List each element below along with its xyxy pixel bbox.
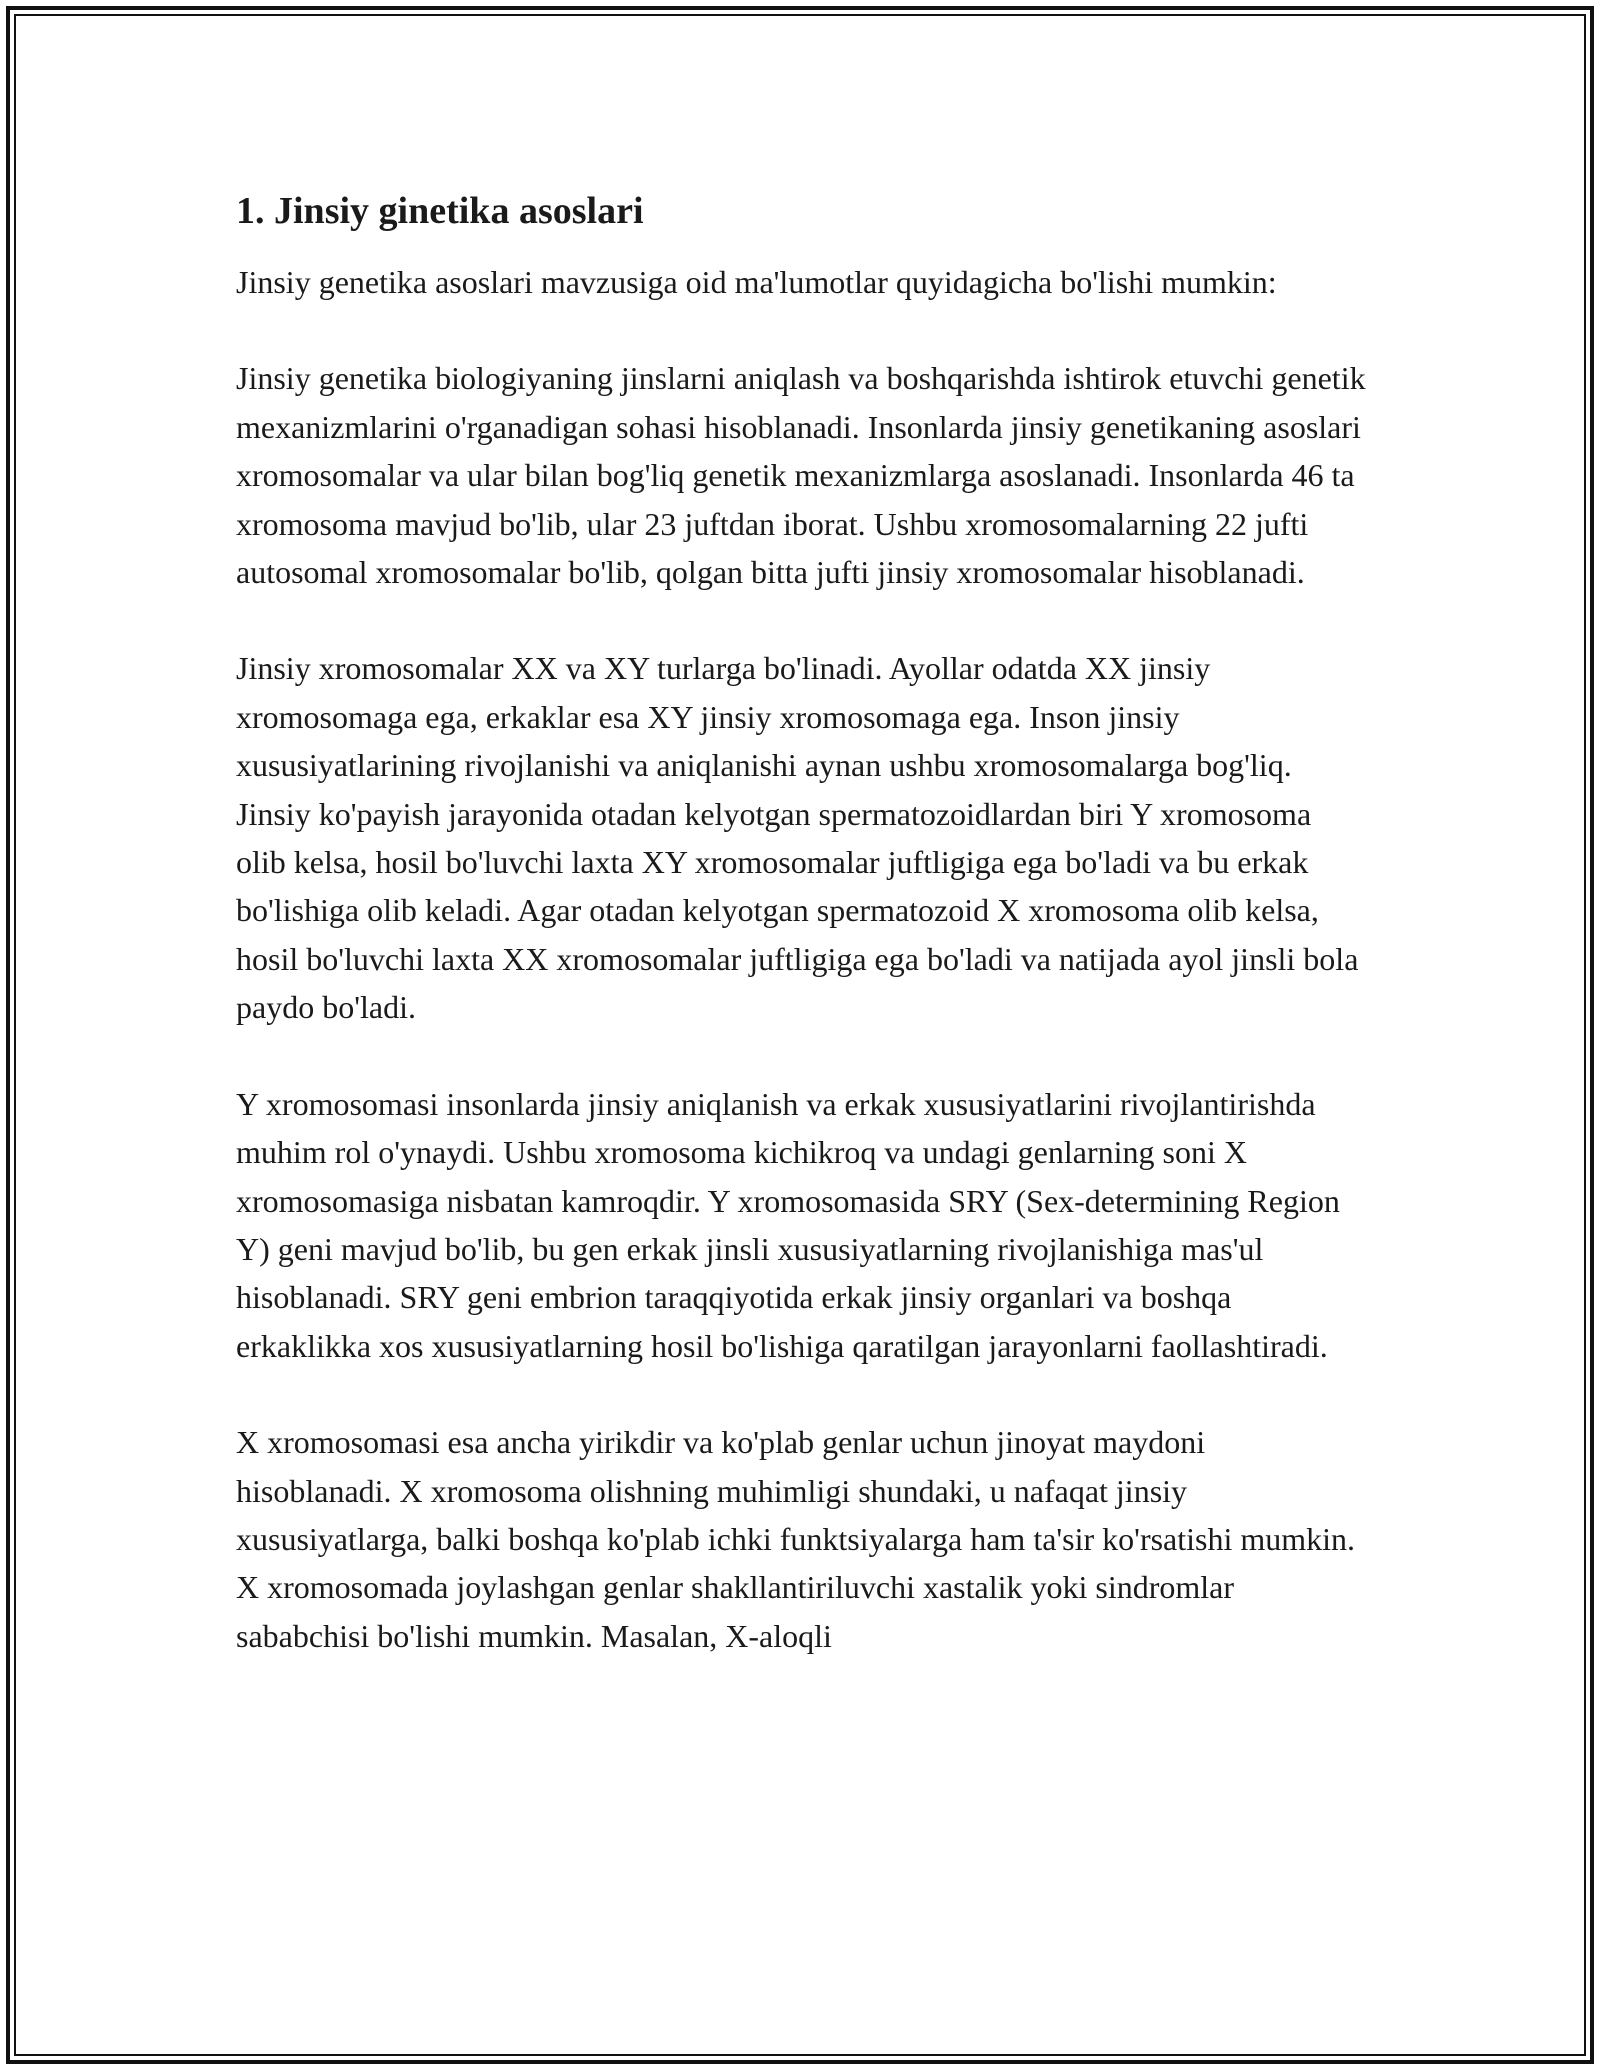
- paragraph-intro: Jinsiy genetika asoslari mavzusiga oid ma'lumotlar quyidagicha bo'lishi mumkin:: [236, 264, 1277, 300]
- section-heading: 1. Jinsiy ginetika asoslari: [236, 190, 644, 232]
- paragraph-sex-chromosomes: Jinsiy xromosomalar XX va XY turlarga bo'linadi. Ayollar odatda XX jinsiy xromosomaga ega, erkaklar esa XY jinsiy xromosomaga ega. Inson jinsiy xususiyatlarining rivojlanishi va aniqlanishi aynan ushbu xromosomalarga bog'liq. Jinsiy ko'payish jarayonida otadan kelyotgan spermatozoidlardan biri Y xromosoma olib kelsa, hosil bo'luvchi laxta XY xromosomalar juftligiga ega bo'ladi va bu erkak bo'lishiga olib keladi. Agar otadan kelyotgan spermatozoid X xromosoma olib kelsa, hosil bo'luvchi laxta XX xromosomalar juftligiga ega bo'ladi va natijada ayol jinsli bola paydo bo'ladi.: [236, 650, 1359, 1026]
- paragraph-x-chromosome: X xromosomasi esa ancha yirikdir va ko'plab genlar uchun jinoyat maydoni hisoblanadi. X xromosoma olishning muhimligi shundaki, u nafaqat jinsiy xususiyatlarga, balki boshqa ko'plab ichki funktsiyalarga ham ta'sir ko'rsatishi mumkin. X xromosomada joylashgan genlar shakllantiriluvchi xastalik yoki sindromlar sababchisi bo'lishi mumkin. Masalan, X-aloqli: [236, 1424, 1356, 1654]
- paragraph-chromosomes: Jinsiy genetika biologiyaning jinslarni aniqlash va boshqarishda ishtirok etuvchi genetik mexanizmlarini o'rganadigan sohasi hisoblanadi. Insonlarda jinsiy genetikaning asoslari xromosomalar va ular bilan bog'liq genetik mexanizmlarga asoslanadi. Insonlarda 46 ta xromosoma mavjud bo'lib, ular 23 juftdan iborat. Ushbu xromosomalarning 22 jufti autosomal xromosomalar bo'lib, qolgan bitta jufti jinsiy xromosomalar hisoblanadi.: [236, 360, 1366, 591]
- paragraph-y-chromosome: Y xromosomasi insonlarda jinsiy aniqlanish va erkak xususiyatlarini rivojlantirishda muhim rol o'ynaydi. Ushbu xromosoma kichikroq va undagi genlarning soni X xromosomasiga nisbatan kamroqdir. Y xromosomasida SRY (Sex-determining Region Y) geni mavjud bo'lib, bu gen erkak jinsli xususiyatlarning rivojlanishiga mas'ul hisoblanadi. SRY geni embrion taraqqiyotida erkak jinsiy organlari va boshqa erkaklikka xos xususiyatlarning hosil bo'lishiga qaratilgan jarayonlarni faollashtiradi.: [236, 1085, 1340, 1364]
- document-body: [236, 186, 1366, 1708]
